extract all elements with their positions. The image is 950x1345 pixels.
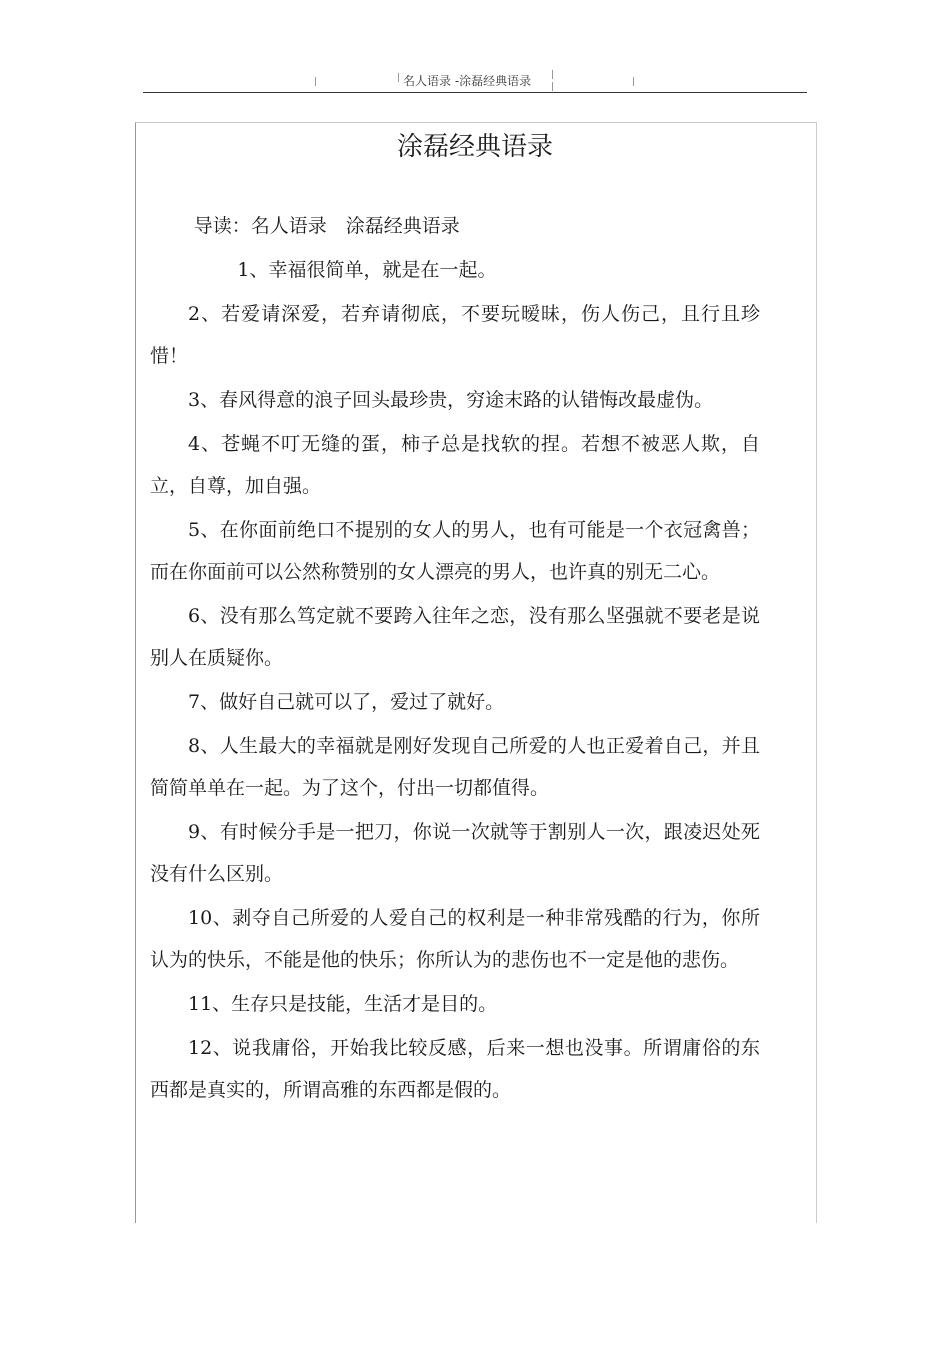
header-divider [552,70,553,79]
header-divider [398,73,399,82]
page-header [143,64,807,93]
header-divider [315,77,316,86]
quote-paragraph: 9、有时候分手是一把刀，你说一次就等于割别人一次，跟凌迟处死没有什么区别。 [150,821,760,885]
header-divider [633,77,634,86]
intro-paragraph: 导读：名人语录 涂磊经典语录 [193,215,460,237]
document-title: 涂磊经典语录 [396,132,553,162]
header-title: 名人语录 -涂磊经典语录 [403,74,532,88]
quote-paragraph: 5、在你面前绝口不提别的女人的男人，也有可能是一个衣冠禽兽；而在你面前可以公然称赞别的女人漂亮的男人，也许真的别无二心。 [150,519,760,583]
quote-paragraph: 11、生存只是技能，生活才是目的。 [188,993,498,1015]
quote-paragraph: 4、苍蝇不叮无缝的蛋，柿子总是找软的捏。若想不被恶人欺，自立，自尊，加自强。 [150,433,760,497]
quote-paragraph: 8、人生最大的幸福就是刚好发现自己所爱的人也正爱着自己，并且简简单单在一起。为了这个，付出一切都值得。 [150,735,760,799]
quote-paragraph: 2、若爱请深爱，若弃请彻底，不要玩暧昧，伤人伤己，且行且珍惜！ [150,303,760,367]
document-body [150,205,760,1113]
quote-paragraph: 10、剥夺自己所爱的人爱自己的权利是一种非常残酷的行为，你所认为的快乐，不能是他的快乐；你所认为的悲伤也不一定是他的悲伤。 [150,907,760,971]
quote-paragraph: 12、说我庸俗，开始我比较反感，后来一想也没事。所谓庸俗的东西都是真实的，所谓高雅的东西都是假的。 [150,1037,760,1101]
header-divider [552,82,553,91]
quote-paragraph: 7、做好自己就可以了，爱过了就好。 [188,691,505,713]
quote-paragraph: 1、幸福很简单，就是在一起。 [237,259,497,281]
quote-paragraph: 6、没有那么笃定就不要跨入往年之恋，没有那么坚强就不要老是说别人在质疑你。 [150,605,760,669]
quote-paragraph: 3、春风得意的浪子回头最珍贵，穷途末路的认错悔改最虚伪。 [188,389,714,411]
